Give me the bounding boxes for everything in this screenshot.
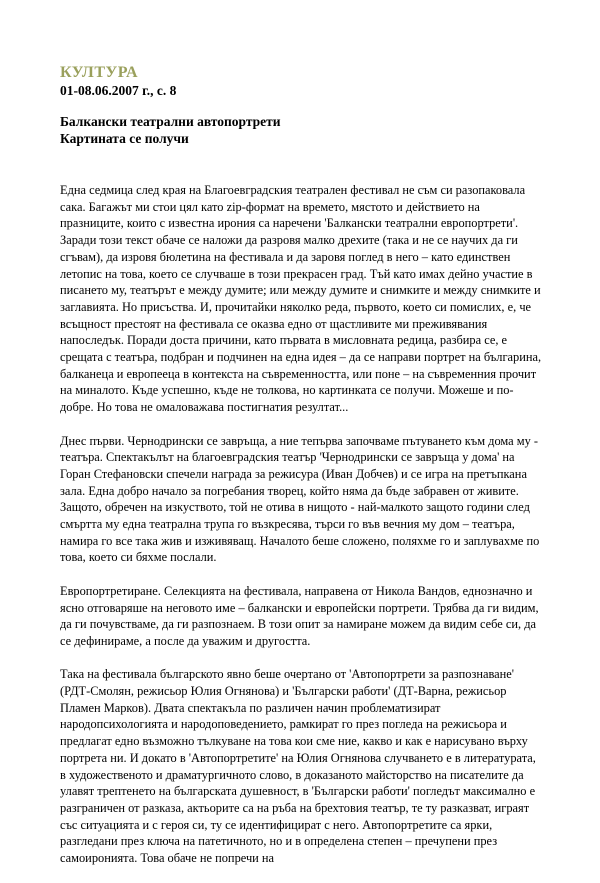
article-heading bbox=[60, 113, 544, 147]
article-body bbox=[60, 182, 544, 867]
article-title: Балкански театрални автопортрети bbox=[60, 114, 281, 129]
paragraph: Така на фестивала българското явно беше очертано от 'Автопортрети за разпознаване' (РДТ-Смолян, режисьор Юлия Огнянова) и 'Български работи' (ДТ-Варна, режисьор Пламен Марков). Двата спектакъла по различен начин проблематизират народопсихологията и народоповедението, рамкират го през погледа на режисьора и предлагат едно възможно тълкуване на това кои сме ние, какво и как е нарисувано върху портрета ни. И докато в 'Автопортретите' на Юлия Огнянова случването е в литературата, в художественото и драматургичното слово, в доказаното майсторство на писателите да улавят трептенето на българската душевност, в 'Български работи' погледът максимално е разграничен от разказа, актьорите са на ръба на брехтовия театър, те ту разказват, играят със ситуацията и с героя си, ту се идентифицират с него. Автопортретите са ярки, разгледани през ключа на патетичното, но и в определена степен – пречупени през самоиронията. Това обаче не попречи на bbox=[60, 667, 536, 866]
paragraph: Европортретиране. Селекцията на фестивала, направена от Никола Вандов, еднозначно и ясно отговаряше на неговото име – балкански и европейски портрети. Трябва да ги видим, да ги почувстваме, да ги разпознаем. В този опит за намиране можем да видим себе си, да се дефинираме, а после да уважим и другостта. bbox=[60, 583, 539, 648]
paragraph: Днес първи. Чернодрински се завръща, а ние тепърва започваме пътуването към дома му - театъра. Спектакълът на благоевградския театър 'Чернодрински се завръща у дома' на Горан Стефановски спечели награда за режисура (Иван Добчев) и се игра на претъпкана зала. Една добро начало за погребания творец, който няма да бъде забравен от живите. Защото, обречен на изкуството, той не отива в нищото - най-малкото защото години след смъртта му една театрална трупа го възкресява, търси го във вечния му дом – театъра, намира го все така жив и изживяващ. Началото беше сложено, поляхме го и заплувахме по това, което си бяхме послали. bbox=[60, 433, 540, 565]
article-subtitle: Картината се получи bbox=[60, 131, 189, 146]
paragraph: Една седмица след края на Благоевградския театрален фестивал не съм си разопаковала сака. Багажът ми стои цял като zip-формат на времето, мястото и действието на празниците, които с известна ирония са наречени 'Балкански театрални европортрети'. Заради този текст обаче се наложи да разровя малко дрехите (така и не се научих да ги сгъвам), да изровя бюлетина на фестивала и да заровя поглед в него – като единствен летопис на това, което се случваше в този прекрасен град. Тъй като имах дейно участие в писането му, театърът е между думите; или между думите и снимките и между снимките и заглавията. Но присъства. И, прочитайки няколко реда, първото, което си помислих, е, че всъщност престоят на фестивала се оказва едно от щастливите ми преживявания напоследък. Поради доста причини, като първата в мисловната редица, разбира се, е срещата с театъра, подбран и подчинен на една идея – да се направи портрет на българина, балканеца и европееца в контекста на съвременността, или поне – на съвременния прочит на миналото. Къде успешно, къде не толкова, но картинката се получи. Можеше и по-добре. Но това не омаловажава постигнатия резултат... bbox=[60, 183, 542, 415]
article-page bbox=[60, 64, 544, 883]
section-label: КУЛТУРА bbox=[60, 64, 139, 81]
issue-date-page: 01-08.06.2007 г., с. 8 bbox=[60, 83, 177, 98]
